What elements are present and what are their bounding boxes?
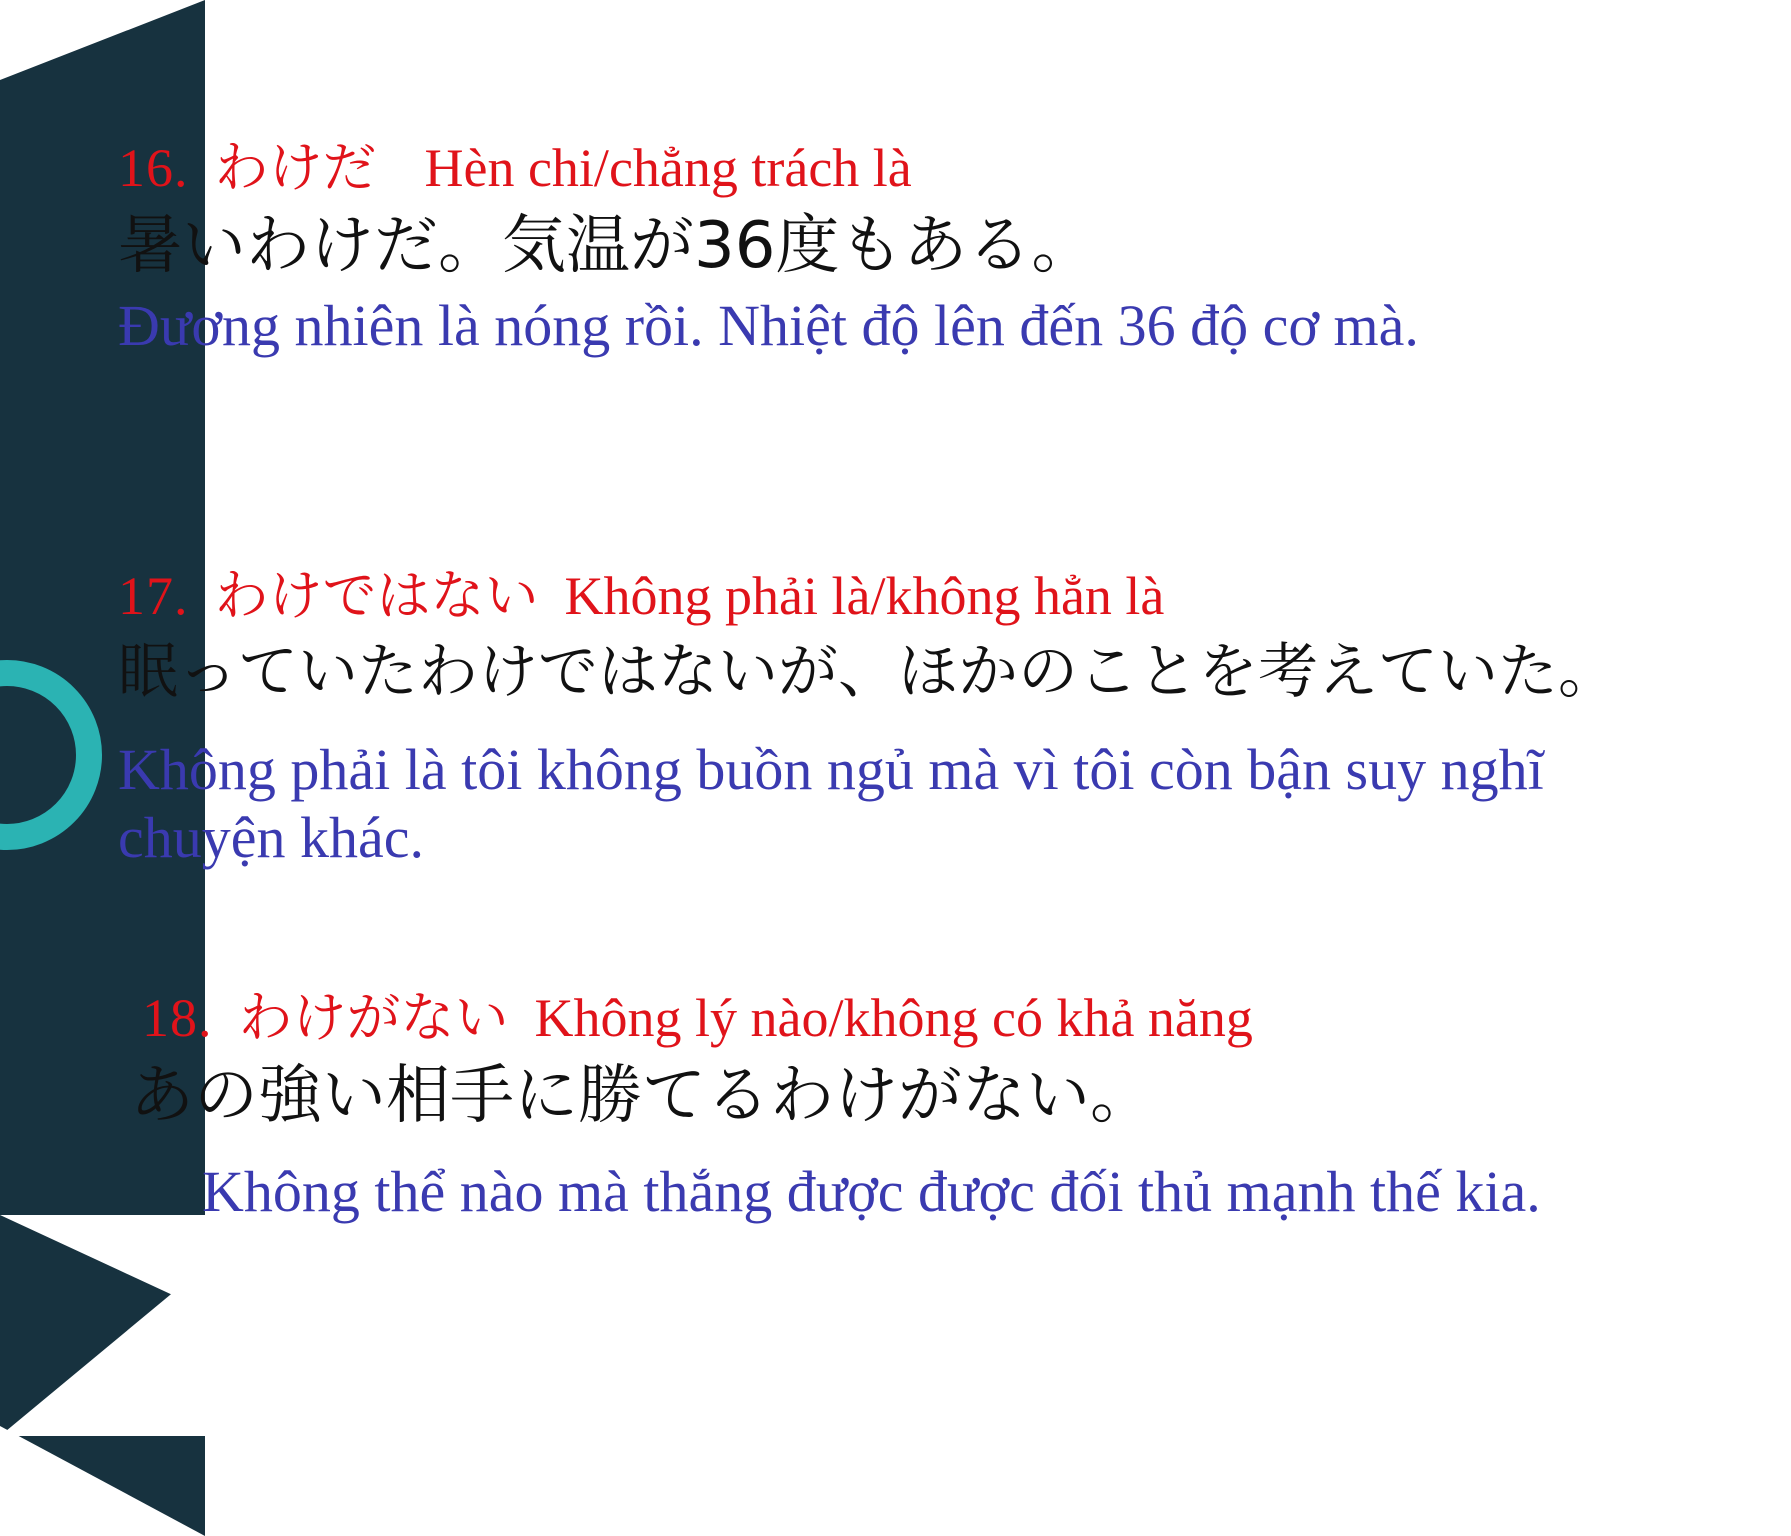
entry-16-example-translation: Đương nhiên là nóng rồi. Nhiệt độ lên đến 36 độ cơ mà. — [118, 293, 1419, 359]
entry-18-number: 18. — [142, 988, 213, 1048]
entry-17-meaning: Không phải là/không hẳn là — [564, 566, 1165, 626]
entry-17-example-japanese: 眠っていたわけではないが、ほかのことを考えていた。 — [118, 636, 1618, 707]
entry-17-number: 17. — [118, 566, 189, 626]
entry-17-example-translation: Không phải là tôi không buồn ngủ mà vì tôi còn bận suy nghĩ chuyện khác. — [118, 736, 1544, 871]
entry-17-grammar: わけではない — [214, 564, 539, 627]
entry-17-heading — [118, 564, 1791, 627]
entry-18-example-translation: Không thể nào mà thắng được được đối thủ mạnh thế kia. — [202, 1159, 1541, 1225]
entry-16-number: 16. — [118, 138, 189, 198]
entry-18-heading — [130, 986, 1790, 1049]
grammar-entry-16 — [118, 136, 1758, 361]
grammar-entry-18 — [130, 986, 1790, 1227]
entry-16-meaning: Hèn chi/chẳng trách là — [424, 138, 912, 198]
grammar-entry-17 — [118, 564, 1791, 873]
entry-16-heading — [118, 136, 1758, 199]
entry-16-grammar: わけだ — [214, 136, 377, 199]
entry-18-grammar: わけがない — [238, 986, 509, 1049]
entry-16-example-japanese: 暑いわけだ。気温が36度もある。 — [118, 208, 1096, 283]
entry-18-meaning: Không lý nào/không có khả năng — [534, 988, 1253, 1048]
entry-18-example-japanese: あの強い相手に勝てるわけがない。 — [130, 1058, 1154, 1133]
